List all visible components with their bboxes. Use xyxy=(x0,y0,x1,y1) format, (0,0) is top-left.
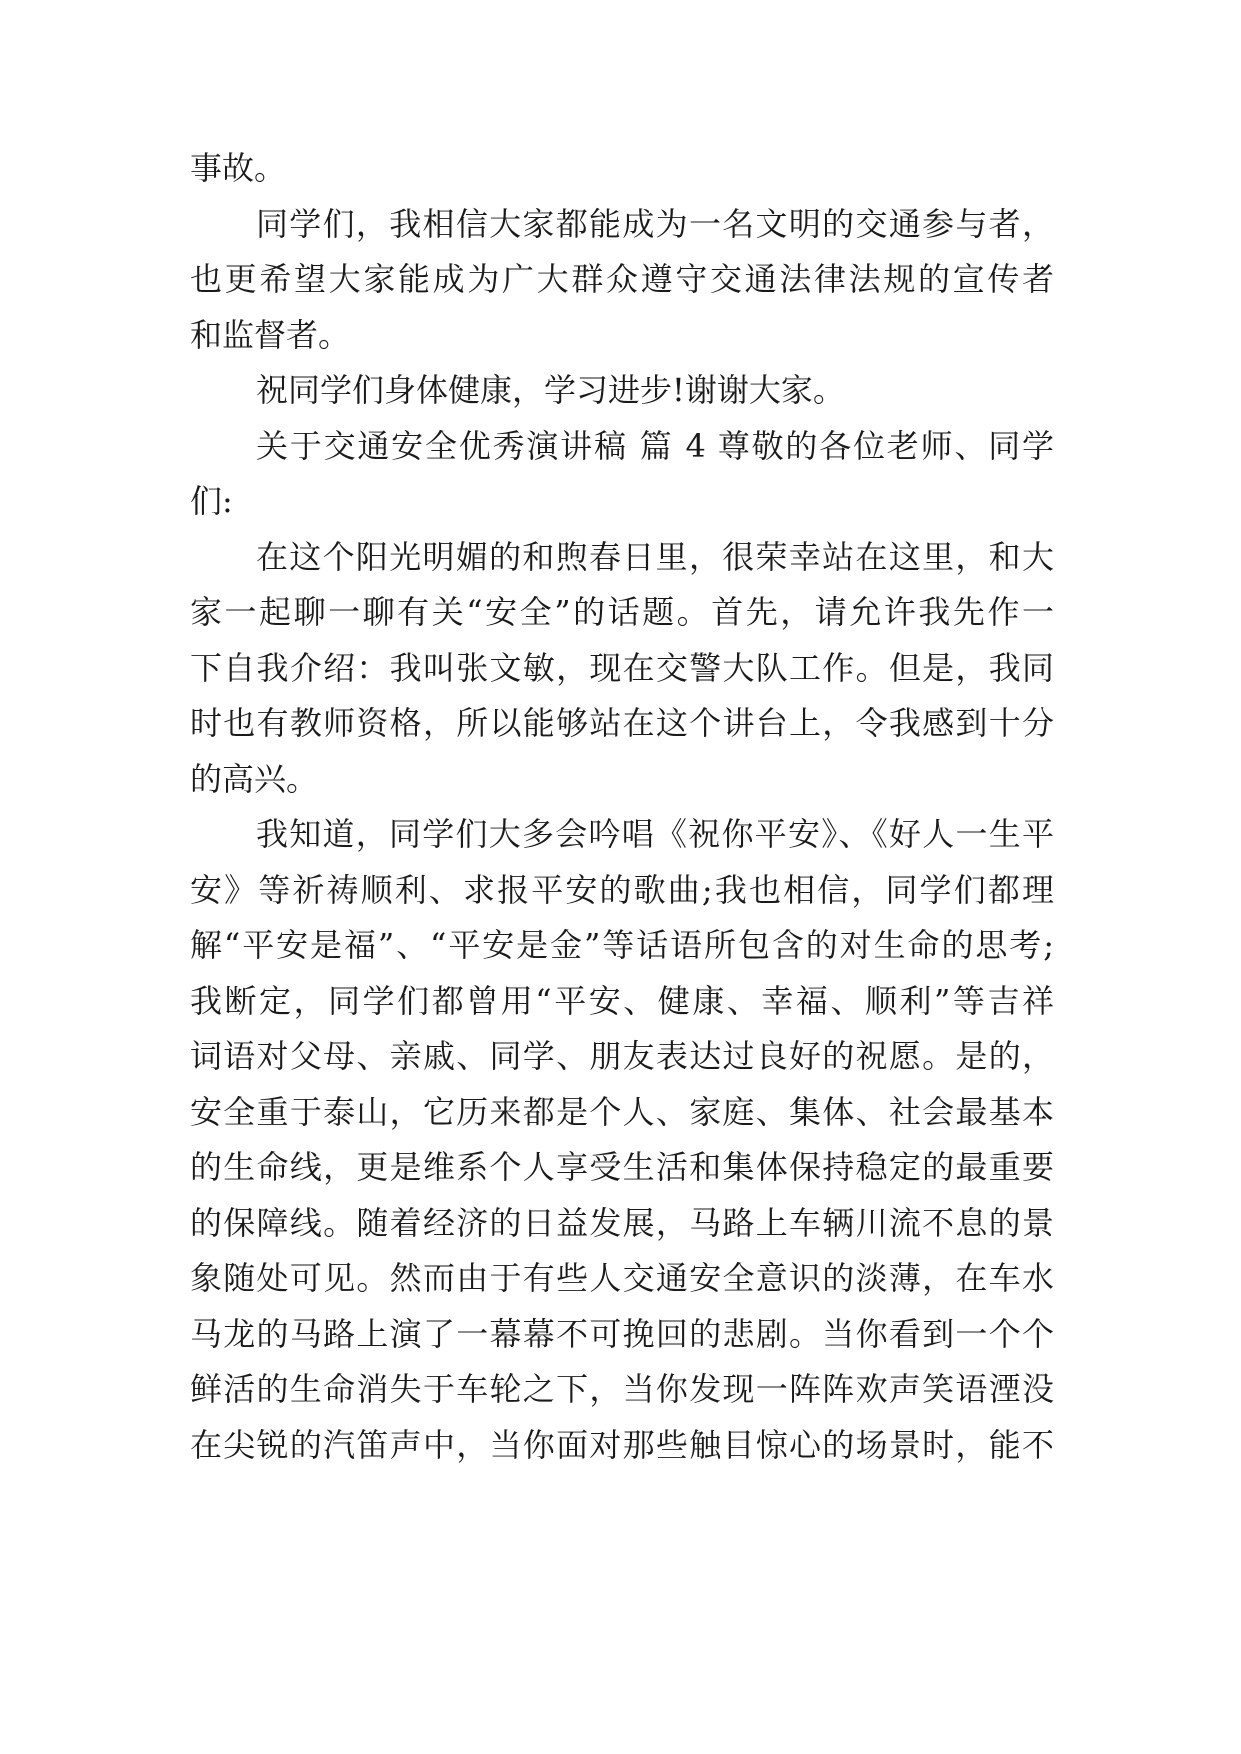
text-line: 鲜活的生命消失于车轮之下，当你发现一阵阵欢声笑语湮没 xyxy=(190,1370,1054,1408)
text-line: 时也有教师资格，所以能够站在这个讲台上，令我感到十分 xyxy=(190,704,1054,742)
text-line: 马龙的马路上演了一幕幕不可挽回的悲剧。当你看到一个个 xyxy=(190,1315,1054,1353)
text-line: 事故。 xyxy=(190,149,287,187)
text-line: 象随处可见。然而由于有些人交通安全意识的淡薄，在车水 xyxy=(190,1259,1054,1297)
text-line: 我断定，同学们都曾用“平安、健康、幸福、顺利”等吉祥 xyxy=(190,982,1054,1020)
text-line: 解“平安是福”、“平安是金”等话语所包含的对生命的思考; xyxy=(190,926,1054,964)
text-line: 家一起聊一聊有关“安全”的话题。首先，请允许我先作一 xyxy=(190,593,1054,631)
text-line: 安》等祈祷顺利、求报平安的歌曲;我也相信，同学们都理 xyxy=(190,871,1054,909)
text-line: 也更希望大家能成为广大群众遵守交通法律法规的宣传者 xyxy=(190,260,1054,298)
text-line: 同学们，我相信大家都能成为一名文明的交通参与者， xyxy=(256,205,1054,243)
text-line: 和监督者。 xyxy=(190,316,351,354)
text-line: 祝同学们身体健康，学习进步!谢谢大家。 xyxy=(256,371,845,409)
text-line: 在尖锐的汽笛声中，当你面对那些触目惊心的场景时，能不 xyxy=(190,1426,1054,1464)
text-line: 关于交通安全优秀演讲稿 篇 4 尊敬的各位老师、同学 xyxy=(256,427,1054,465)
text-line: 在这个阳光明媚的和煦春日里，很荣幸站在这里，和大 xyxy=(256,538,1054,576)
text-line: 下自我介绍：我叫张文敏，现在交警大队工作。但是，我同 xyxy=(190,649,1054,687)
text-line: 的生命线，更是维系个人享受生活和集体保持稳定的最重要 xyxy=(190,1148,1054,1186)
text-line: 的保障线。随着经济的日益发展，马路上车辆川流不息的景 xyxy=(190,1204,1054,1242)
text-line: 词语对父母、亲戚、同学、朋友表达过良好的祝愿。是的， xyxy=(190,1037,1054,1075)
text-line: 我知道，同学们大多会吟唱《祝你平安》、《好人一生平 xyxy=(256,815,1054,853)
text-line: 安全重于泰山，它历来都是个人、家庭、集体、社会最基本 xyxy=(190,1093,1054,1131)
text-line: 们: xyxy=(190,482,233,520)
text-line: 的高兴。 xyxy=(190,760,319,798)
